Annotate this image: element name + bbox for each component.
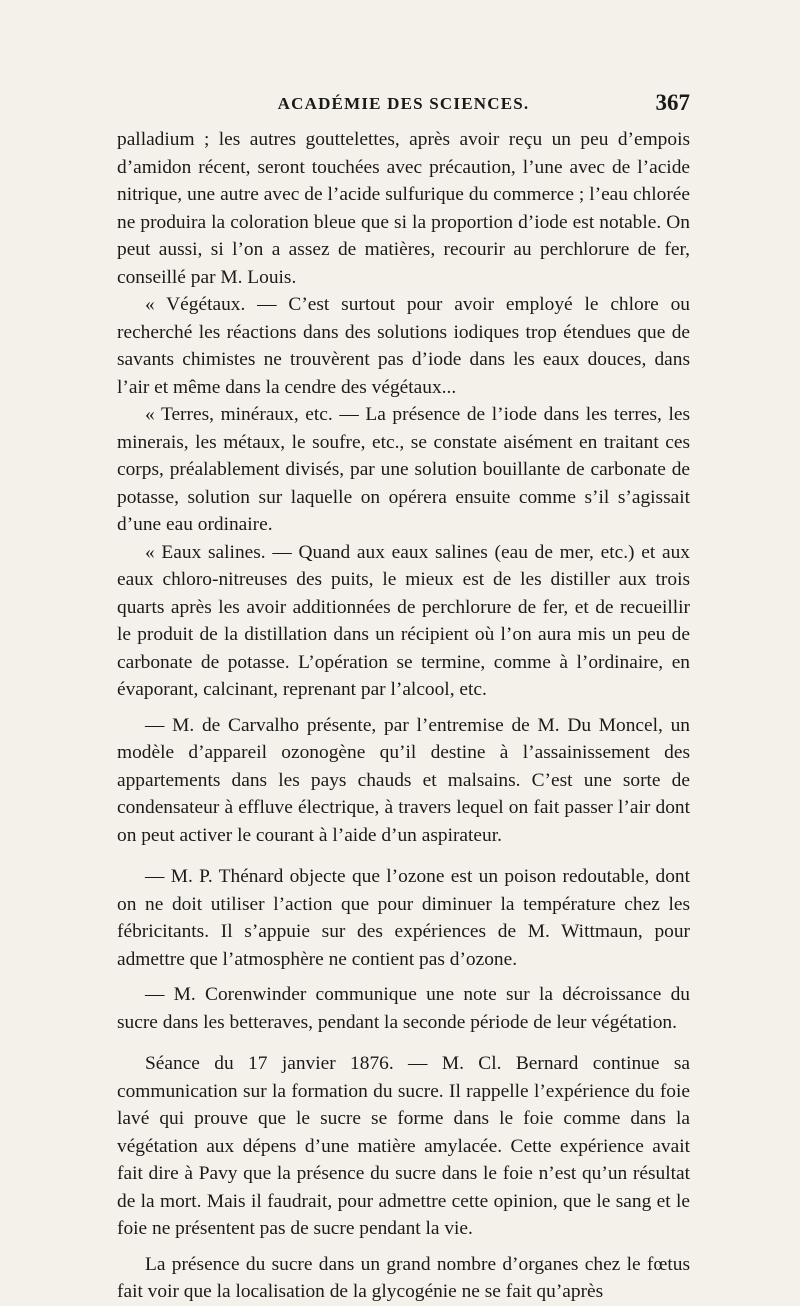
paragraph-vegetaux: « Végétaux. — C’est surtout pour avoir employé le chlore ou recherché les réactions dans des solutions iodiques trop étendues que de savants chimistes ne trouvèrent pas d’iode dans les eaux douces, dans l’air et même dans la cendre des végétaux... xyxy=(117,294,690,398)
body-text xyxy=(117,126,690,1306)
paragraph-terres-mineraux: « Terres, minéraux, etc. — La présence de l’iode dans les terres, les minerais, les métaux, le soufre, etc., se constate aisément en traitant ces corps, préalablement divisés, par une solution bouillante de carbonate de potasse, solution sur laquelle on opérera ensuite comme s’il s’agissait d’une eau ordinaire. xyxy=(117,404,690,535)
paragraph-seance-17-janvier: Séance du 17 janvier 1876. — M. Cl. Bernard continue sa communication sur la formation du sucre. Il rappelle l’expérience du foie lavé qui prouve que le sucre se forme dans le foie comme dans la végétation aux dépens d’une matière amylacée. Cette expérience avait fait dire à Pavy que la présence du sucre dans le foie n’est qu’un résultat de la mort. Mais il faudrait, pour admettre cette opinion, que le sang et le foie ne présentent pas de sucre pendant la vie. xyxy=(117,1053,690,1239)
paragraph-corenwinder: — M. Corenwinder communique une note sur la décroissance du sucre dans les betteraves, pendant la seconde période de leur végétation. xyxy=(117,984,690,1033)
paragraph-eaux-salines: « Eaux salines. — Quand aux eaux salines (eau de mer, etc.) et aux eaux chloro-nitreuses des puits, le mieux est de les distiller aux trois quarts après les avoir additionnées de perchlorure de fer, et de recueillir le produit de la distillation dans un récipient où l’on aura mis un peu de carbonate de potasse. L’opération se termine, comme à l’ordinaire, en évaporant, calcinant, reprenant par l’alcool, etc. xyxy=(117,541,690,700)
page-header xyxy=(117,90,690,122)
paragraph-thenard: — M. P. Thénard objecte que l’ozone est un poison redoutable, dont on ne doit utiliser l’action que pour diminuer la température chez les fébricitants. Il s’appuie sur des expériences de M. Wittmaun, pour admettre que l’atmosphère ne contient pas d’ozone. xyxy=(117,866,690,970)
paragraph-palladium: palladium ; les autres gouttelettes, après avoir reçu un peu d’empois d’amidon récent, seront touchées avec précaution, l’une avec de l’acide nitrique, une autre avec de l’acide sulfurique du commerce ; l’eau chlorée ne produira la coloration bleue que si la proportion d’iode est notable. On peut aussi, si l’on a assez de matières, recourir au perchlorure de fer, conseillé par M. Louis. xyxy=(117,129,690,288)
paragraph-carvalho: — M. de Carvalho présente, par l’entremise de M. Du Moncel, un modèle d’appareil ozonogène qu’il destine à l’assainissement des appartements dans les pays chauds et malsains. C’est une sorte de condensateur à effluve électrique, à travers lequel on fait passer l’air dont on peut activer le courant à l’aide d’un aspirateur. xyxy=(117,714,690,846)
page-number: 367 xyxy=(655,90,690,115)
paragraph-sucre-foetus: La présence du sucre dans un grand nombre d’organes chez le fœtus fait voir que la localisation de la glycogénie ne se fait qu’après xyxy=(117,1253,690,1302)
running-title: ACADÉMIE DES SCIENCES. xyxy=(277,94,530,113)
